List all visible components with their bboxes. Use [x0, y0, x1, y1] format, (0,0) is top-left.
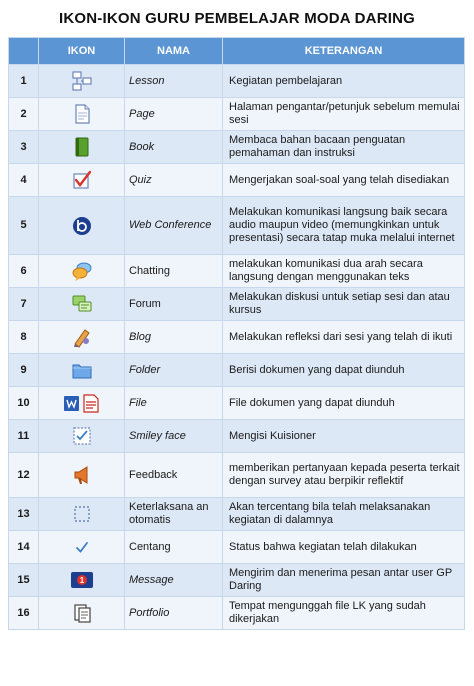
row-description: Halaman pengantar/petunjuk sebelum memulai sesi	[223, 98, 465, 131]
lesson-icon	[71, 70, 93, 92]
row-description: Mengirim dan menerima pesan antar user GP Daring	[223, 564, 465, 597]
row-name: Quiz	[125, 164, 223, 197]
page-title: IKON-IKON GURU PEMBELAJAR MODA DARING	[58, 10, 415, 27]
row-name: File	[125, 387, 223, 420]
row-description: Berisi dokumen yang dapat diunduh	[223, 354, 465, 387]
header-icon: IKON	[39, 38, 125, 65]
row-number: 16	[9, 597, 39, 630]
row-name: Blog	[125, 321, 223, 354]
smiley-icon	[71, 425, 93, 447]
row-name: Keterlaksana an otomatis	[125, 498, 223, 531]
row-name: Smiley face	[125, 420, 223, 453]
row-number: 10	[9, 387, 39, 420]
row-description: Melakukan komunikasi langsung baik secara audio maupun video (memungkinkan untuk presentasi) secara tatap muka melalui internet	[223, 197, 465, 255]
table-row	[9, 387, 465, 420]
feedback-icon	[71, 464, 93, 486]
row-number: 9	[9, 354, 39, 387]
row-name: Book	[125, 131, 223, 164]
row-description: File dokumen yang dapat diunduh	[223, 387, 465, 420]
row-number: 5	[9, 197, 39, 255]
row-description: Melakukan refleksi dari sesi yang telah di ikuti	[223, 321, 465, 354]
row-number: 8	[9, 321, 39, 354]
table-header	[9, 38, 465, 65]
row-number: 15	[9, 564, 39, 597]
row-description: melakukan komunikasi dua arah secara langsung dengan menggunakan teks	[223, 255, 465, 288]
row-description: Mengisi Kuisioner	[223, 420, 465, 453]
folder-icon	[71, 359, 93, 381]
header-description: KETERANGAN	[223, 38, 465, 65]
forum-icon	[71, 293, 93, 315]
row-name: Page	[125, 98, 223, 131]
table-row	[9, 531, 465, 564]
row-name: Web Conference	[125, 197, 223, 255]
message-badge-count: 1	[79, 576, 84, 585]
row-description: Membaca bahan bacaan penguatan pemahaman dan instruksi	[223, 131, 465, 164]
row-description: Mengerjakan soal-soal yang telah disediakan	[223, 164, 465, 197]
file-icon	[62, 392, 102, 414]
row-number: 1	[9, 65, 39, 98]
table-row	[9, 564, 465, 597]
table-row	[9, 164, 465, 197]
icon-table	[8, 37, 465, 630]
row-name: Forum	[125, 288, 223, 321]
row-number: 2	[9, 98, 39, 131]
row-name: Folder	[125, 354, 223, 387]
table-row	[9, 453, 465, 498]
row-name: Lesson	[125, 65, 223, 98]
book-icon	[71, 136, 93, 158]
header-number	[9, 38, 39, 65]
table-row	[9, 498, 465, 531]
table-row	[9, 597, 465, 630]
table-row	[9, 65, 465, 98]
row-number: 6	[9, 255, 39, 288]
row-name: Chatting	[125, 255, 223, 288]
row-description: Tempat mengunggah file LK yang sudah dikerjakan	[223, 597, 465, 630]
row-description: Kegiatan pembelajaran	[223, 65, 465, 98]
row-number: 7	[9, 288, 39, 321]
table-row	[9, 255, 465, 288]
web-conference-icon	[71, 215, 93, 237]
row-name: Portfolio	[125, 597, 223, 630]
row-number: 4	[9, 164, 39, 197]
message-icon	[69, 569, 95, 591]
row-description: Melakukan diskusi untuk setiap sesi dan atau kursus	[223, 288, 465, 321]
header-name: NAMA	[125, 38, 223, 65]
row-name: Message	[125, 564, 223, 597]
dashed-box-icon	[71, 503, 93, 525]
row-description: Akan tercentang bila telah melaksanakan kegiatan di dalamnya	[223, 498, 465, 531]
table-row	[9, 420, 465, 453]
table-row	[9, 321, 465, 354]
blog-icon	[71, 326, 93, 348]
table-row	[9, 354, 465, 387]
row-name: Centang	[125, 531, 223, 564]
row-number: 13	[9, 498, 39, 531]
table-row	[9, 288, 465, 321]
row-number: 12	[9, 453, 39, 498]
portfolio-icon	[71, 602, 93, 624]
page-icon	[71, 103, 93, 125]
row-number: 3	[9, 131, 39, 164]
table-row	[9, 98, 465, 131]
quiz-icon	[71, 169, 93, 191]
row-description: memberikan pertanyaan kepada peserta terkait dengan survey atau berpikir reflektif	[223, 453, 465, 498]
row-number: 11	[9, 420, 39, 453]
checkmark-icon	[71, 536, 93, 558]
table-row	[9, 197, 465, 255]
row-description: Status bahwa kegiatan telah dilakukan	[223, 531, 465, 564]
row-name: Feedback	[125, 453, 223, 498]
row-number: 14	[9, 531, 39, 564]
table-row	[9, 131, 465, 164]
chat-icon	[71, 260, 93, 282]
